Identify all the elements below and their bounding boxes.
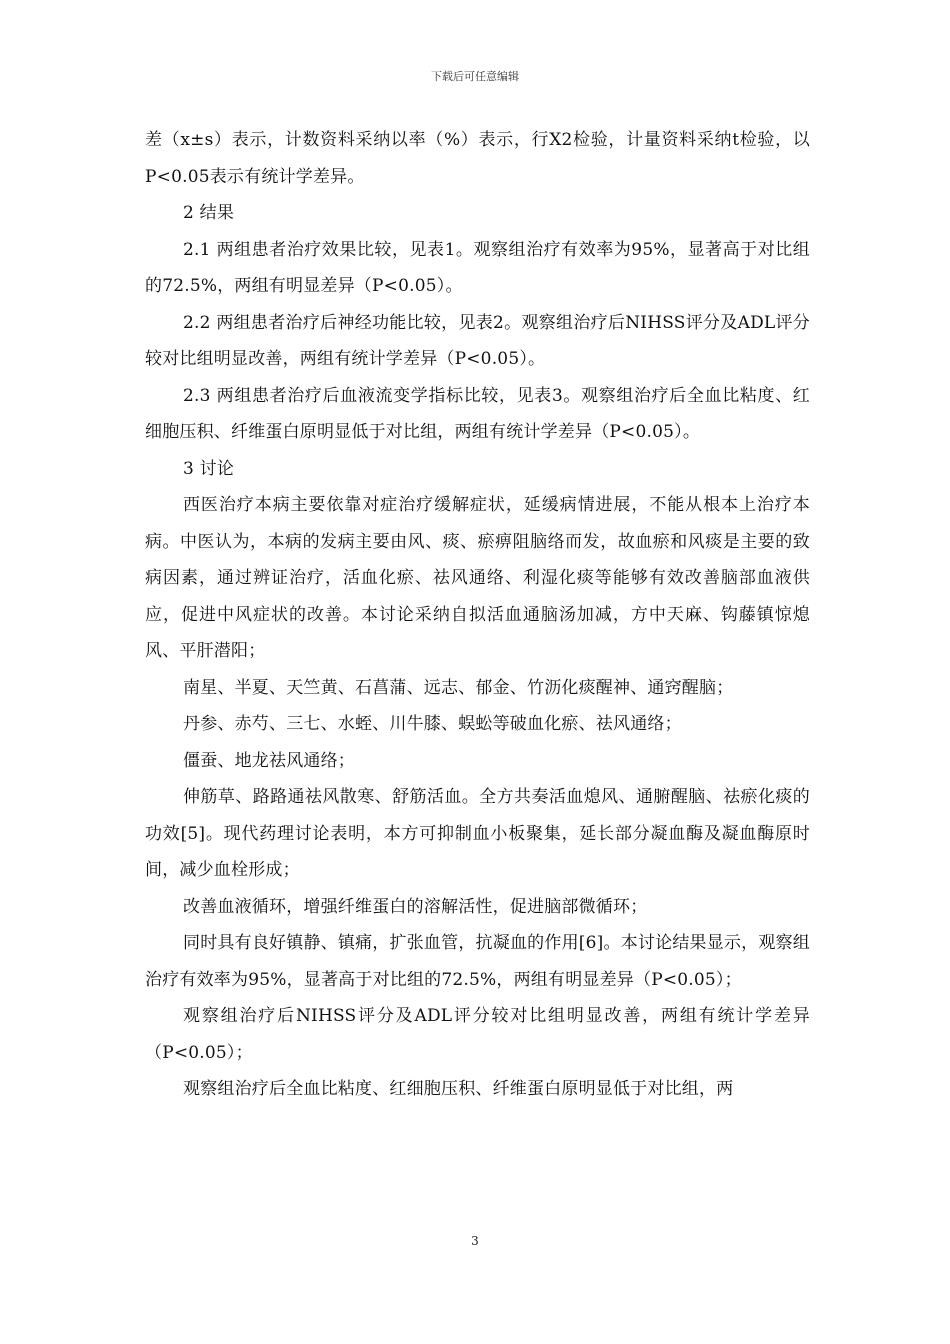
paragraph: 改善血液循环，增强纤维蛋白的溶解活性，促进脑部微循环； — [183, 896, 648, 917]
paragraph: 2 结果 — [183, 203, 235, 223]
page-number: 3 — [471, 1234, 479, 1248]
paragraph: 南星、半夏、天竺黄、石菖蒲、远志、郁金、竹沥化痰醒神、通窍醒脑； — [183, 677, 734, 698]
paragraph: 同时具有良好镇静、镇痛，扩张血管，抗凝血的作用[6]。本讨论结果显示，观察组治疗有效率为95%，显著高于对比组的72.5%，两组有明显差异（P<0.05）； — [145, 933, 810, 990]
paragraph: 3 讨论 — [183, 458, 235, 479]
page-header: 下载后可任意编辑 — [431, 70, 519, 83]
paragraph: 2.1 两组患者治疗效果比较，见表1。观察组治疗有效率为95%，显著高于对比组的72.5%，两组有明显差异（P<0.05）。 — [145, 239, 810, 296]
paragraph: 僵蚕、地龙祛风通络； — [183, 750, 355, 771]
paragraph: 差（x±s）表示，计数资料采纳以率（%）表示，行X2检验，计量资料采纳t检验，以P<0.05表示有统计学差异。 — [145, 130, 810, 187]
paragraph: 2.3 两组患者治疗后血液流变学指标比较，见表3。观察组治疗后全血比粘度、红细胞压积、纤维蛋白原明显低于对比组，两组有统计学差异（P<0.05）。 — [145, 385, 810, 442]
paragraph: 2.2 两组患者治疗后神经功能比较，见表2。观察组治疗后NIHSS评分及ADL评分较对比组明显改善，两组有统计学差异（P<0.05）。 — [145, 312, 810, 369]
paragraph: 丹参、赤芍、三七、水蛭、川牛膝、蜈蚣等破血化瘀、祛风通络； — [183, 714, 682, 734]
paragraph: 观察组治疗后NIHSS评分及ADL评分较对比组明显改善，两组有统计学差异（P<0.05）； — [145, 1006, 810, 1063]
paragraph: 观察组治疗后全血比粘度、红细胞压积、纤维蛋白原明显低于对比组，两 — [183, 1079, 734, 1099]
document-body — [145, 122, 810, 1108]
paragraph: 伸筋草、路路通祛风散寒、舒筋活血。全方共奏活血熄风、通腑醒脑、祛瘀化痰的功效[5]。现代药理讨论表明，本方可抑制血小板聚集，延长部分凝血酶及凝血酶原时间，减少血栓形成； — [145, 787, 810, 880]
paragraph: 西医治疗本病主要依靠对症治疗缓解症状，延缓病情进展，不能从根本上治疗本病。中医认为，本病的发病主要由风、痰、瘀痹阻脑络而发，故血瘀和风痰是主要的致病因素，通过辨证治疗，活血化瘀、祛风通络、利湿化痰等能够有效改善脑部血液供应，促进中风症状的改善。本讨论采纳自拟活血通脑汤加减，方中天麻、钩藤镇惊熄风、平肝潜阳； — [145, 495, 810, 661]
